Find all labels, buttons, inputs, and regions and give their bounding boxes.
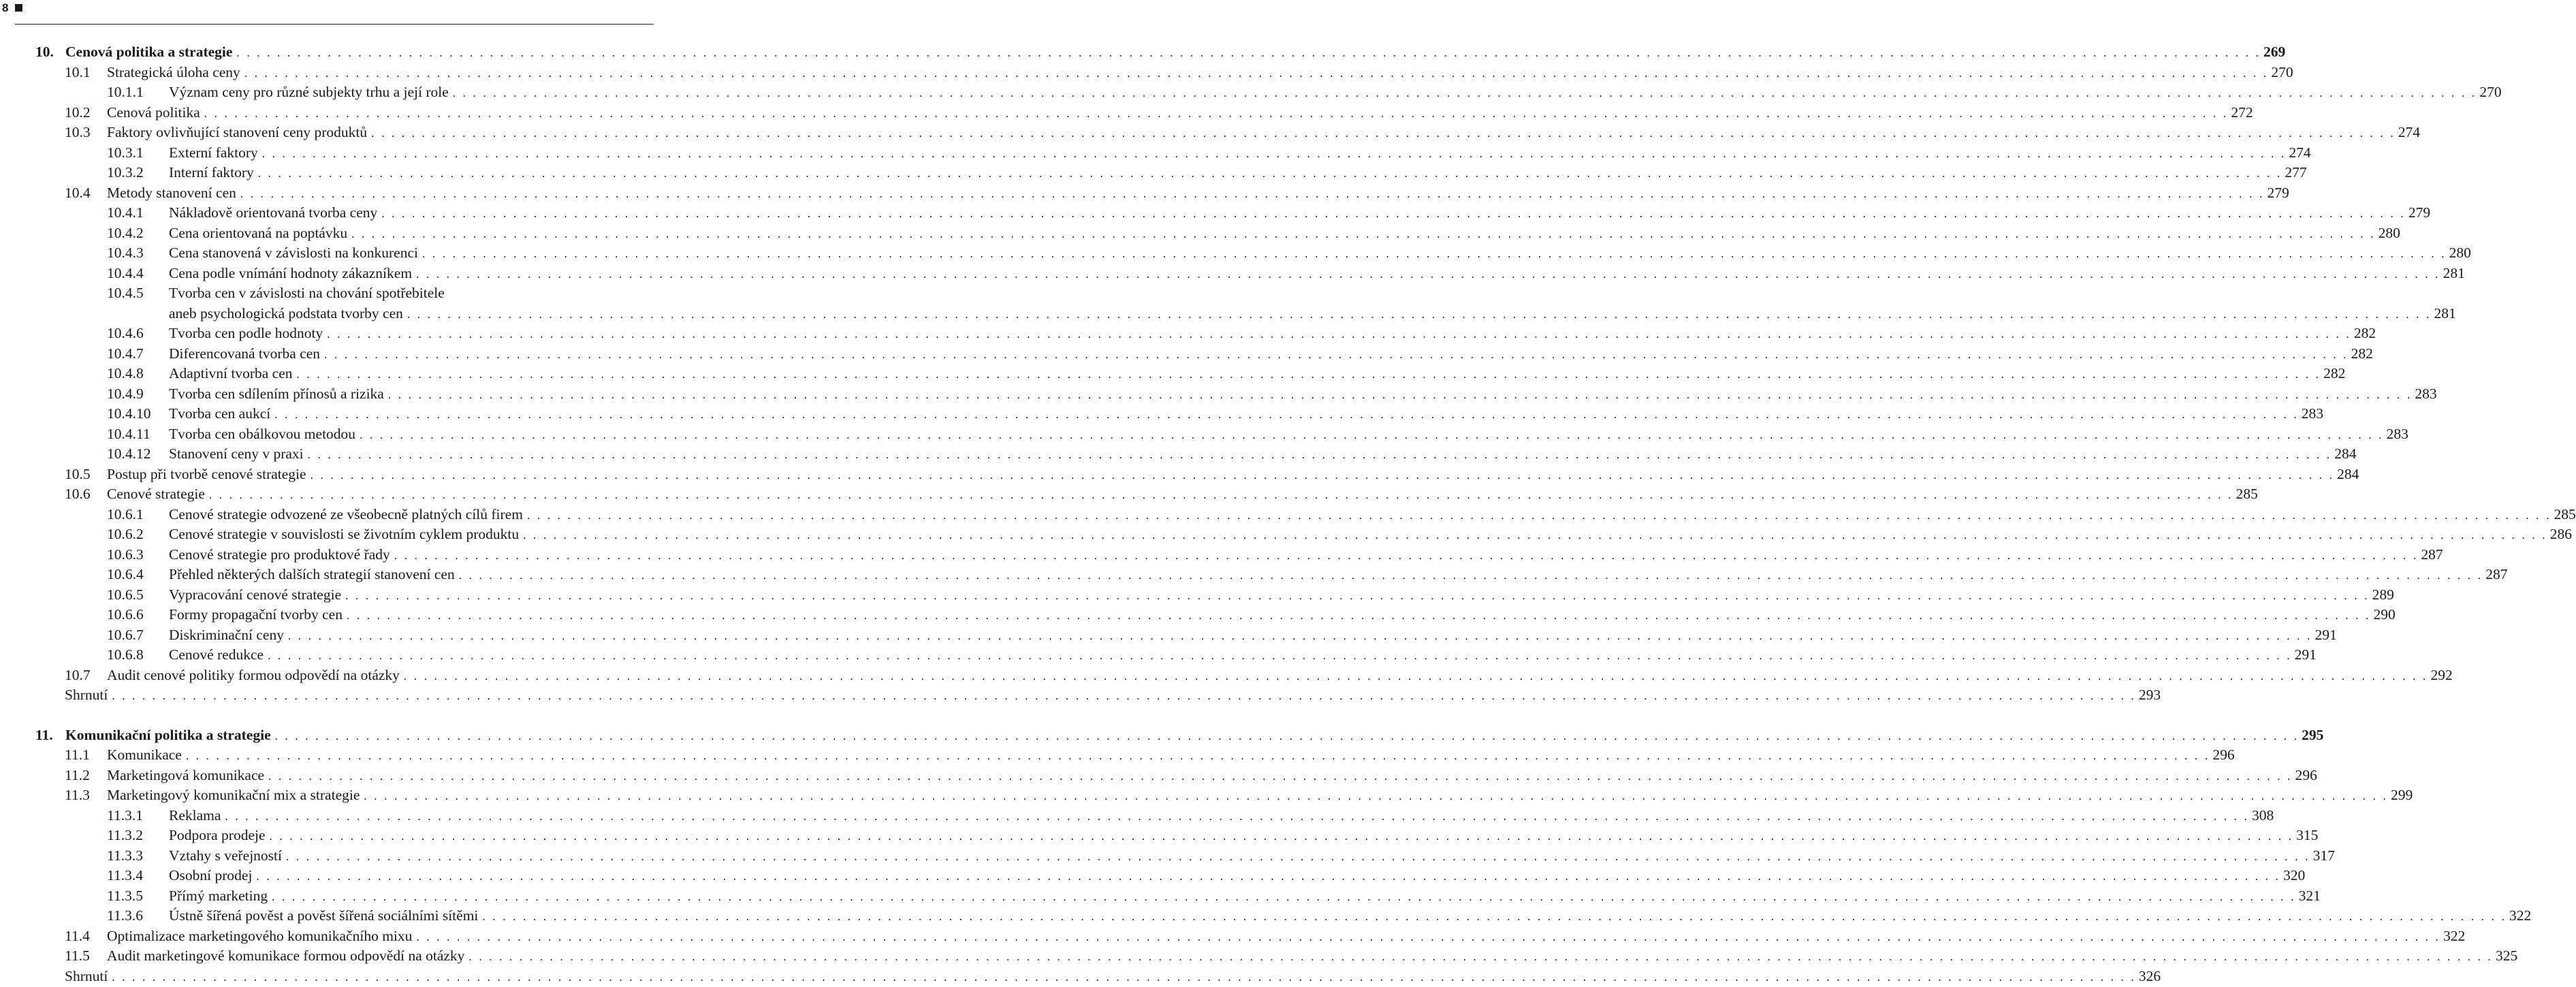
toc-entry-row[interactable] — [0, 946, 2518, 966]
toc-entry-number: 10.4.8 — [107, 365, 144, 381]
toc-entry-number: 10.4.7 — [107, 345, 144, 362]
page-number: 8 — [2, 1, 9, 14]
toc-entry-number: 11.4 — [65, 927, 90, 944]
toc-entry-row[interactable] — [0, 685, 2161, 705]
toc-entry-number: 10.4 — [65, 184, 91, 201]
toc-entry-number: 11.2 — [65, 766, 90, 783]
toc-entry-line — [107, 183, 2289, 204]
toc-entry-page: 274 — [2289, 144, 2311, 161]
toc-entry-title: Audit cenové politiky formou odpovědí na otázky — [107, 666, 400, 683]
toc-entry-row[interactable] — [0, 745, 2235, 765]
dot-leader: . . . . . . . . . . . . . . . . . . . . . . . . . . . . . . . . . . . . . . . . . . . . . . . . . . . . . . . . . . . . . . . . . . . . . . . . . . . . . . . . . . . . . . . . . . . . . . . . . . . . . . . . . . . . . . . . . . . . . . . . . . . . . . . . . . . . . . . . . . . . . . . . . . . . . . . . . . . . . . . . . . . . . . . . . . . . . . . . . . . . . . . . . . . . . . . . . . . . . . . . — [236, 46, 2261, 59]
toc-entry-number: 11.3.5 — [107, 887, 143, 904]
toc-entry-page: 281 — [2443, 264, 2465, 281]
dot-leader: . . . . . . . . . . . . . . . . . . . . . . . . . . . . . . . . . . . . . . . . . . . . . . . . . . . . . . . . . . . . . . . . . . . . . . . . . . . . . . . . . . . . . . . . . . . . . . . . . . . . . . . . . . . . . . . . . . . . . . . . . . . . . . . . . . . . . . . . . . . . . . . . . . . . . . . . . . . . . . . . . . . . . . . . . . . . . . . . . . . . . . . . . . . . . . . . . . . . . . . . — [407, 307, 2432, 321]
toc-entry-page: 322 — [2509, 907, 2532, 924]
toc-entry-page: 280 — [2449, 245, 2471, 261]
toc-entry-number: 10.4.9 — [107, 385, 144, 402]
toc-entry-page: 272 — [2231, 104, 2253, 121]
toc-entry-page: 270 — [2271, 63, 2293, 80]
dot-leader: . . . . . . . . . . . . . . . . . . . . . . . . . . . . . . . . . . . . . . . . . . . . . . . . . . . . . . . . . . . . . . . . . . . . . . . . . . . . . . . . . . . . . . . . . . . . . . . . . . . . . . . . . . . . . . . . . . . . . . . . . . . . . . . . . . . . . . . . . . . . . . . . . . . . . . . . . . . . . . . . . . . . . . . . . . . . . . . . . . . . . . . . . . . . . . . . . . . . . . . . — [261, 146, 2287, 160]
toc-entry-title: Cenové strategie odvozené ze všeobecně platných cílů firem — [169, 505, 523, 522]
dot-leader: . . . . . . . . . . . . . . . . . . . . . . . . . . . . . . . . . . . . . . . . . . . . . . . . . . . . . . . . . . . . . . . . . . . . . . . . . . . . . . . . . . . . . . . . . . . . . . . . . . . . . . . . . . . . . . . . . . . . . . . . . . . . . . . . . . . . . . . . . . . . . . . . . . . . . . . . . . . . . . . . . . . . . . . . . . . . . . . . . . . . . . . . . . . . . . . . . . . . . . . . — [381, 207, 2406, 220]
toc-entry-title: Metody stanovení cen — [107, 184, 236, 201]
toc-entry-line — [169, 645, 2317, 665]
toc-entry-title: Externí faktory — [169, 144, 258, 161]
toc-entry-page: 292 — [2430, 666, 2453, 683]
dot-leader: . . . . . . . . . . . . . . . . . . . . . . . . . . . . . . . . . . . . . . . . . . . . . . . . . . . . . . . . . . . . . . . . . . . . . . . . . . . . . . . . . . . . . . . . . . . . . . . . . . . . . . . . . . . . . . . . . . . . . . . . . . . . . . . . . . . . . . . . . . . . . . . . . . . . . . . . . . . . . . . . . . . . . . . . . . . . . . . . . . . . . . . . . . . . . . . . . . . . . . . . — [310, 468, 2335, 482]
toc-entry-page: 315 — [2296, 827, 2319, 843]
toc-entry-number: 10.4.10 — [107, 405, 151, 422]
toc-entry-title: Shrnutí — [65, 967, 108, 984]
dot-leader: . . . . . . . . . . . . . . . . . . . . . . . . . . . . . . . . . . . . . . . . . . . . . . . . . . . . . . . . . . . . . . . . . . . . . . . . . . . . . . . . . . . . . . . . . . . . . . . . . . . . . . . . . . . . . . . . . . . . . . . . . . . . . . . . . . . . . . . . . . . . . . . . . . . . . . . . . . . . . . . . . . . . . . . . . . . . . . . . . . . . . . . . . . . . . . . . . . . . . . . . — [286, 849, 2310, 863]
toc-entry-title: Přímý marketing — [169, 887, 268, 904]
toc-entry-title: Komunikace — [107, 747, 182, 763]
toc-entry-line — [65, 967, 2161, 987]
toc-entry-line — [65, 685, 2161, 706]
toc-entry-row[interactable] — [0, 63, 2293, 82]
toc-entry-line — [169, 324, 2376, 344]
dot-leader: . . . . . . . . . . . . . . . . . . . . . . . . . . . . . . . . . . . . . . . . . . . . . . . . . . . . . . . . . . . . . . . . . . . . . . . . . . . . . . . . . . . . . . . . . . . . . . . . . . . . . . . . . . . . . . . . . . . . . . . . . . . . . . . . . . . . . . . . . . . . . . . . . . . . . . . . . . . . . . . . . . . . . . . . . . . . . . . . . . . . . . . . . . . . . . . . . . . . . . . . — [244, 66, 2269, 80]
toc-entry-number: 10.6.7 — [107, 626, 144, 643]
toc-entry-row[interactable] — [0, 585, 2394, 605]
toc-entry-number: 10.6 — [65, 486, 91, 502]
toc-entry-number: 10.6.1 — [107, 505, 144, 522]
dot-leader: . . . . . . . . . . . . . . . . . . . . . . . . . . . . . . . . . . . . . . . . . . . . . . . . . . . . . . . . . . . . . . . . . . . . . . . . . . . . . . . . . . . . . . . . . . . . . . . . . . . . . . . . . . . . . . . . . . . . . . . . . . . . . . . . . . . . . . . . . . . . . . . . . . . . . . . . . . . . . . . . . . . . . . . . . . . . . . . . . . . . . . . . . . . . . . . . . . . . . . . . — [416, 930, 2440, 943]
dot-leader: . . . . . . . . . . . . . . . . . . . . . . . . . . . . . . . . . . . . . . . . . . . . . . . . . . . . . . . . . . . . . . . . . . . . . . . . . . . . . . . . . . . . . . . . . . . . . . . . . . . . . . . . . . . . . . . . . . . . . . . . . . . . . . . . . . . . . . . . . . . . . . . . . . . . . . . . . . . . . . . . . . . . . . . . . . . . . . . . . . . . . . . . . . . . . . . . . . . . . . . . — [364, 789, 2388, 802]
toc-entry-line — [169, 264, 2465, 284]
toc-entry-line — [107, 926, 2466, 947]
toc-entry-page: 317 — [2312, 847, 2335, 864]
toc-entry-number: 10.4.5 — [107, 285, 144, 301]
toc-entry-row[interactable] — [0, 645, 2317, 665]
toc-entry-page: 283 — [2301, 405, 2324, 422]
toc-entry-row[interactable] — [0, 785, 2413, 805]
toc-entry-title: Reklama — [169, 806, 221, 824]
dot-leader: . . . . . . . . . . . . . . . . . . . . . . . . . . . . . . . . . . . . . . . . . . . . . . . . . . . . . . . . . . . . . . . . . . . . . . . . . . . . . . . . . . . . . . . . . . . . . . . . . . . . . . . . . . . . . . . . . . . . . . . . . . . . . . . . . . . . . . . . . . . . . . . . . . . . . . . . . . . . . . . . . . . . . . . . . . . . . . . . . . . . . . . . . . . . . . . . . . . . . . . . — [371, 127, 2396, 140]
dot-leader: . . . . . . . . . . . . . . . . . . . . . . . . . . . . . . . . . . . . . . . . . . . . . . . . . . . . . . . . . . . . . . . . . . . . . . . . . . . . . . . . . . . . . . . . . . . . . . . . . . . . . . . . . . . . . . . . . . . . . . . . . . . . . . . . . . . . . . . . . . . . . . . . . . . . . . . . . . . . . . . . . . . . . . . . . . . . . . . . . . . . . . . . . . . . . . . . . . . . . . . . — [422, 247, 2447, 260]
dot-leader: . . . . . . . . . . . . . . . . . . . . . . . . . . . . . . . . . . . . . . . . . . . . . . . . . . . . . . . . . . . . . . . . . . . . . . . . . . . . . . . . . . . . . . . . . . . . . . . . . . . . . . . . . . . . . . . . . . . . . . . . . . . . . . . . . . . . . . . . . . . . . . . . . . . . . . . . . . . . . . . . . . . . . . . . . . . . . . . . . . . . . . . . . . . . . . . . . . . . . . . . — [268, 649, 2292, 662]
dot-leader: . . . . . . . . . . . . . . . . . . . . . . . . . . . . . . . . . . . . . . . . . . . . . . . . . . . . . . . . . . . . . . . . . . . . . . . . . . . . . . . . . . . . . . . . . . . . . . . . . . . . . . . . . . . . . . . . . . . . . . . . . . . . . . . . . . . . . . . . . . . . . . . . . . . . . . . . . . . . . . . . . . . . . . . . . . . . . . . . . . . . . . . . . . . . . . . . . . . . . . . . — [204, 106, 2229, 120]
toc-entry-line — [107, 946, 2518, 967]
header-rule — [15, 24, 654, 25]
toc-entry-number: 10.6.3 — [107, 546, 144, 563]
toc-entry-row[interactable] — [0, 906, 2532, 926]
toc-entry-title: Stanovení ceny v praxi — [169, 445, 304, 462]
toc-entry-page: 282 — [2323, 365, 2346, 381]
toc-entry-page: 285 — [2236, 486, 2258, 502]
toc-entry-number: 10.3.1 — [107, 144, 144, 161]
toc-entry-number: 10.2 — [65, 104, 91, 121]
toc-entry-title: Nákladově orientovaná tvorba ceny — [169, 204, 378, 221]
toc-entry-row[interactable] — [0, 846, 2335, 866]
toc-entry-page: 269 — [2263, 44, 2286, 60]
toc-entry-title: Postup při tvorbě cenové strategie — [107, 465, 306, 482]
toc-entry-title: Tvorba cen obálkovou metodou — [169, 425, 356, 442]
toc-entry-title: aneb psychologická podstata tvorby cen — [169, 304, 403, 322]
toc-entry-page: 325 — [2495, 947, 2518, 964]
toc-entry-page: 290 — [2373, 606, 2396, 623]
toc-entry-page: 284 — [2337, 465, 2359, 482]
toc-entry-title: Tvorba cen aukcí — [169, 405, 271, 422]
toc-chapter-row[interactable] — [0, 42, 2286, 62]
dot-leader: . . . . . . . . . . . . . . . . . . . . . . . . . . . . . . . . . . . . . . . . . . . . . . . . . . . . . . . . . . . . . . . . . . . . . . . . . . . . . . . . . . . . . . . . . . . . . . . . . . . . . . . . . . . . . . . . . . . . . . . . . . . . . . . . . . . . . . . . . . . . . . . . . . . . . . . . . . . . . . . . . . . . . . . . . . . . . . . . . . . . . . . . . . . . . . . . . . . . . . . . — [256, 870, 2280, 883]
toc-entry-number: 10.6.6 — [107, 606, 144, 623]
toc-entry-row[interactable] — [0, 625, 2337, 645]
toc-entry-line — [107, 785, 2413, 806]
dot-leader: . . . . . . . . . . . . . . . . . . . . . . . . . . . . . . . . . . . . . . . . . . . . . . . . . . . . . . . . . . . . . . . . . . . . . . . . . . . . . . . . . . . . . . . . . . . . . . . . . . . . . . . . . . . . . . . . . . . . . . . . . . . . . . . . . . . . . . . . . . . . . . . . . . . . . . . . . . . . . . . . . . . . . . . . . . . . . . . . . . . . . . . . . . . . . . . . . . . . . . . . — [346, 609, 2371, 622]
toc-entry-line — [107, 766, 2317, 786]
dot-leader: . . . . . . . . . . . . . . . . . . . . . . . . . . . . . . . . . . . . . . . . . . . . . . . . . . . . . . . . . . . . . . . . . . . . . . . . . . . . . . . . . . . . . . . . . . . . . . . . . . . . . . . . . . . . . . . . . . . . . . . . . . . . . . . . . . . . . . . . . . . . . . . . . . . . . . . . . . . . . . . . . . . . . . . . . . . . . . . . . . . . . . . . . . . . . . . . . . . . . . . . — [387, 388, 2413, 401]
toc-entry-line — [169, 524, 2572, 545]
toc-entry-number: 10.6.5 — [107, 586, 144, 603]
dot-leader: . . . . . . . . . . . . . . . . . . . . . . . . . . . . . . . . . . . . . . . . . . . . . . . . . . . . . . . . . . . . . . . . . . . . . . . . . . . . . . . . . . . . . . . . . . . . . . . . . . . . . . . . . . . . . . . . . . . . . . . . . . . . . . . . . . . . . . . . . . . . . . . . . . . . . . . . . . . . . . . . . . . . . . . . . . . . . . . . . . . . . . . . . . . . . . . . . . . . . . . . — [403, 669, 2428, 683]
toc-entry-row[interactable] — [0, 223, 2400, 243]
toc-entry-title: Ústně šířená pověst a pověst šířená sociálními sítěmi — [169, 907, 479, 924]
toc-entry-title: Adaptivní tvorba cen — [169, 365, 293, 381]
dot-leader: . . . . . . . . . . . . . . . . . . . . . . . . . . . . . . . . . . . . . . . . . . . . . . . . . . . . . . . . . . . . . . . . . . . . . . . . . . . . . . . . . . . . . . . . . . . . . . . . . . . . . . . . . . . . . . . . . . . . . . . . . . . . . . . . . . . . . . . . . . . . . . . . . . . . . . . . . . . . . . . . . . . . . . . . . . . . . . . . . . . . . . . . . . . . . . . . . . . . . . . . — [269, 830, 2294, 843]
toc-entry-row[interactable] — [0, 826, 2319, 845]
toc-entry-line — [107, 465, 2359, 485]
toc-entry-title: Komunikační politika a strategie — [65, 726, 271, 743]
toc-entry-line — [169, 605, 2396, 625]
toc-entry-page: 281 — [2434, 304, 2456, 322]
toc-entry-line — [169, 545, 2443, 565]
toc-entry-page: 321 — [2298, 887, 2321, 904]
toc-entry-number: 10.1 — [65, 63, 91, 80]
toc-entry-line — [107, 63, 2293, 83]
toc-entry-title: Cenová politika — [107, 104, 200, 121]
toc-entry-row[interactable] — [0, 665, 2453, 685]
toc-entry-title: Marketingový komunikační mix a strategie — [107, 787, 360, 803]
toc-entry-page: 299 — [2390, 787, 2413, 803]
toc-entry-number: 10.6.4 — [107, 566, 144, 582]
toc-entry-page: 279 — [2408, 204, 2431, 221]
toc-entry-title: Marketingová komunikace — [107, 766, 265, 783]
toc-entry-line — [169, 424, 2408, 445]
toc-entry-number: 10.4.12 — [107, 445, 151, 462]
toc-entry-page: 287 — [2421, 546, 2443, 563]
toc-entry-line — [169, 826, 2319, 846]
dot-leader: . . . . . . . . . . . . . . . . . . . . . . . . . . . . . . . . . . . . . . . . . . . . . . . . . . . . . . . . . . . . . . . . . . . . . . . . . . . . . . . . . . . . . . . . . . . . . . . . . . . . . . . . . . . . . . . . . . . . . . . . . . . . . . . . . . . . . . . . . . . . . . . . . . . . . . . . . . . . . . . . . . . . . . . . . . . . . . . . . . . . . . . . . . . . . . . . . . . . . . . . — [257, 167, 2283, 180]
dot-leader: . . . . . . . . . . . . . . . . . . . . . . . . . . . . . . . . . . . . . . . . . . . . . . . . . . . . . . . . . . . . . . . . . . . . . . . . . . . . . . . . . . . . . . . . . . . . . . . . . . . . . . . . . . . . . . . . . . . . . . . . . . . . . . . . . . . . . . . . . . . . . . . . . . . . . . . . . . . . . . . . . . . . . . . . . . . . . . . . . . . . . . . . . . . . . . . . . . . . . . . . — [526, 508, 2551, 522]
dot-leader: . . . . . . . . . . . . . . . . . . . . . . . . . . . . . . . . . . . . . . . . . . . . . . . . . . . . . . . . . . . . . . . . . . . . . . . . . . . . . . . . . . . . . . . . . . . . . . . . . . . . . . . . . . . . . . . . . . . . . . . . . . . . . . . . . . . . . . . . . . . . . . . . . . . . . . . . . . . . . . . . . . . . . . . . . . . . . . . . . . . . . . . . . . . . . . . . . . . . . . . . — [351, 227, 2376, 240]
toc-entry-title: Audit marketingové komunikace formou odpovědí na otázky — [107, 947, 465, 964]
toc-entry-number: 10.1.1 — [107, 84, 144, 100]
toc-entry-title: Optimalizace marketingového komunikačního mixu — [107, 927, 413, 944]
toc-entry-row[interactable] — [0, 806, 2274, 826]
toc-entry-line — [169, 143, 2311, 163]
dot-leader: . . . . . . . . . . . . . . . . . . . . . . . . . . . . . . . . . . . . . . . . . . . . . . . . . . . . . . . . . . . . . . . . . . . . . . . . . . . . . . . . . . . . . . . . . . . . . . . . . . . . . . . . . . . . . . . . . . . . . . . . . . . . . . . . . . . . . . . . . . . . . . . . . . . . . . . . . . . . . . . . . . . . . . . . . . . . . . . . . . . . . . . . . . . . . . . . . . . . . . . . — [274, 408, 2299, 421]
dot-leader: . . . . . . . . . . . . . . . . . . . . . . . . . . . . . . . . . . . . . . . . . . . . . . . . . . . . . . . . . . . . . . . . . . . . . . . . . . . . . . . . . . . . . . . . . . . . . . . . . . . . . . . . . . . . . . . . . . . . . . . . . . . . . . . . . . . . . . . . . . . . . . . . . . . . . . . . . . . . . . . . . . . . . . . . . . . . . . . . . . . . . . . . . . . . . . . . . . . . . . . . — [327, 328, 2351, 341]
toc-entry-title: Cenová politika a strategie — [65, 44, 233, 60]
toc-entry-title: Přehled některých dalších strategií stanovení cen — [169, 566, 455, 582]
toc-entry-row[interactable] — [0, 545, 2443, 565]
toc-entry-number: 11.3 — [65, 787, 90, 803]
toc-entry-page: 287 — [2485, 566, 2508, 582]
toc-entry-line — [65, 725, 2324, 746]
toc-entry-page: 308 — [2251, 806, 2274, 824]
toc-entry-line — [169, 585, 2394, 606]
toc-entry-page: 283 — [2386, 425, 2408, 442]
toc-entry-title: Tvorba cen sdílením přínosů a rizika — [169, 385, 384, 402]
toc-entry-line — [169, 886, 2321, 907]
page-header — [0, 0, 654, 25]
toc-entry-row[interactable] — [0, 243, 2471, 263]
toc-entry-row[interactable] — [0, 283, 654, 303]
dot-leader: . . . . . . . . . . . . . . . . . . . . . . . . . . . . . . . . . . . . . . . . . . . . . . . . . . . . . . . . . . . . . . . . . . . . . . . . . . . . . . . . . . . . . . . . . . . . . . . . . . . . . . . . . . . . . . . . . . . . . . . . . . . . . . . . . . . . . . . . . . . . . . . . . . . . . . . . . . . . . . . . . . . . . . . . . . . . . . . . . . . . . . . . . . . . . . . . . . . . . . . . — [112, 689, 2136, 702]
toc-entry-page: 289 — [2372, 586, 2394, 603]
square-marker-icon — [15, 4, 22, 12]
toc-entry-number: 11.5 — [65, 947, 90, 964]
toc-entry-page: 284 — [2334, 445, 2357, 462]
toc-entry-title: Formy propagační tvorby cen — [169, 606, 343, 623]
toc-entry-page: 291 — [2294, 646, 2317, 663]
toc-entry-page: 282 — [2353, 325, 2376, 341]
toc-entry-title: Vypracování cenové strategie — [169, 586, 342, 603]
toc-entry-page: 296 — [2212, 747, 2235, 763]
toc-entry-row[interactable] — [0, 524, 2572, 544]
toc-entry-row[interactable] — [0, 384, 2437, 404]
dot-leader: . . . . . . . . . . . . . . . . . . . . . . . . . . . . . . . . . . . . . . . . . . . . . . . . . . . . . . . . . . . . . . . . . . . . . . . . . . . . . . . . . . . . . . . . . . . . . . . . . . . . . . . . . . . . . . . . . . . . . . . . . . . . . . . . . . . . . . . . . . . . . . . . . . . . . . . . . . . . . . . . . . . . . . . . . . . . . . . . . . . . . . . . . . . . . . . . . . . . . . . . — [272, 890, 2296, 903]
toc-entry-row[interactable] — [0, 183, 2289, 203]
dot-leader: . . . . . . . . . . . . . . . . . . . . . . . . . . . . . . . . . . . . . . . . . . . . . . . . . . . . . . . . . . . . . . . . . . . . . . . . . . . . . . . . . . . . . . . . . . . . . . . . . . . . . . . . . . . . . . . . . . . . . . . . . . . . . . . . . . . . . . . . . . . . . . . . . . . . . . . . . . . . . . . . . . . . . . . . . . . . . . . . . . . . . . . . . . . . . . . . . . . . . . . . — [482, 910, 2507, 923]
toc-entry-page: 277 — [2285, 164, 2307, 181]
dot-leader: . . . . . . . . . . . . . . . . . . . . . . . . . . . . . . . . . . . . . . . . . . . . . . . . . . . . . . . . . . . . . . . . . . . . . . . . . . . . . . . . . . . . . . . . . . . . . . . . . . . . . . . . . . . . . . . . . . . . . . . . . . . . . . . . . . . . . . . . . . . . . . . . . . . . . . . . . . . . . . . . . . . . . . . . . . . . . . . . . . . . . . . . . . . . . . . . . . . . . . . . — [112, 970, 2136, 984]
toc-entry-line — [65, 42, 2286, 63]
toc-entry-row[interactable] — [0, 866, 2306, 886]
toc-entry-number: 10.4.11 — [107, 425, 150, 442]
toc-entry-number: 10.3.2 — [107, 164, 144, 181]
toc-entry-row[interactable] — [0, 465, 2359, 484]
dot-leader: . . . . . . . . . . . . . . . . . . . . . . . . . . . . . . . . . . . . . . . . . . . . . . . . . . . . . . . . . . . . . . . . . . . . . . . . . . . . . . . . . . . . . . . . . . . . . . . . . . . . . . . . . . . . . . . . . . . . . . . . . . . . . . . . . . . . . . . . . . . . . . . . . . . . . . . . . . . . . . . . . . . . . . . . . . . . . . . . . . . . . . . . . . . . . . . . . . . . . . . . — [225, 809, 2249, 823]
toc-chapter-row[interactable] — [0, 725, 2324, 745]
toc-entry-page: 279 — [2267, 184, 2289, 201]
toc-entry-page: 274 — [2398, 124, 2420, 140]
toc-entry-number: 10.4.4 — [107, 264, 144, 281]
toc-entry-number: 11.3.3 — [107, 847, 143, 864]
toc-entry-title: Osobní prodej — [169, 867, 253, 883]
toc-entry-line — [169, 625, 2337, 646]
toc-entry-number: 10. — [35, 44, 54, 60]
toc-entry-row[interactable] — [0, 766, 2317, 785]
toc-entry-title: Podpora prodeje — [169, 827, 266, 843]
toc-entry-title: Cenové strategie pro produktové řady — [169, 546, 390, 563]
toc-entry-line — [169, 243, 2471, 264]
toc-entry-number: 10.4.2 — [107, 224, 144, 241]
toc-entry-line — [169, 906, 2532, 926]
toc-entry-page: 282 — [2351, 345, 2373, 362]
toc-entry-row[interactable] — [0, 203, 2431, 223]
dot-leader: . . . . . . . . . . . . . . . . . . . . . . . . . . . . . . . . . . . . . . . . . . . . . . . . . . . . . . . . . . . . . . . . . . . . . . . . . . . . . . . . . . . . . . . . . . . . . . . . . . . . . . . . . . . . . . . . . . . . . . . . . . . . . . . . . . . . . . . . . . . . . . . . . . . . . . . . . . . . . . . . . . . . . . . . . . . . . . . . . . . . . . . . . . . . . . . . . . . . . . . . — [468, 950, 2493, 963]
toc-entry-line — [169, 404, 2324, 424]
dot-leader: . . . . . . . . . . . . . . . . . . . . . . . . . . . . . . . . . . . . . . . . . . . . . . . . . . . . . . . . . . . . . . . . . . . . . . . . . . . . . . . . . . . . . . . . . . . . . . . . . . . . . . . . . . . . . . . . . . . . . . . . . . . . . . . . . . . . . . . . . . . . . . . . . . . . . . . . . . . . . . . . . . . . . . . . . . . . . . . . . . . . . . . . . . . . . . . . . . . . . . . . — [296, 368, 2321, 381]
toc-entry-row[interactable] — [0, 505, 2576, 524]
toc-entry-row[interactable] — [0, 143, 2311, 163]
dot-leader: . . . . . . . . . . . . . . . . . . . . . . . . . . . . . . . . . . . . . . . . . . . . . . . . . . . . . . . . . . . . . . . . . . . . . . . . . . . . . . . . . . . . . . . . . . . . . . . . . . . . . . . . . . . . . . . . . . . . . . . . . . . . . . . . . . . . . . . . . . . . . . . . . . . . . . . . . . . . . . . . . . . . . . . . . . . . . . . . . . . . . . . . . . . . . . . . . . . . . . . . — [287, 629, 2312, 642]
toc-entry-title: Vztahy s veřejností — [169, 847, 282, 864]
toc-entry-row[interactable] — [0, 344, 2373, 364]
toc-entry-line — [169, 444, 2357, 465]
toc-entry-row[interactable] — [0, 324, 2376, 343]
toc-entry-line — [169, 364, 2346, 384]
toc-entry-title: Cenové strategie v souvislosti se životním cyklem produktu — [169, 526, 520, 542]
toc-entry-line — [169, 344, 2373, 364]
toc-entry-title: Význam ceny pro různé subjekty trhu a její role — [169, 84, 449, 100]
toc-entry-row[interactable] — [0, 926, 2466, 946]
toc-entry-number: 10.6.8 — [107, 646, 144, 663]
toc-entry-row[interactable] — [0, 484, 2258, 504]
dot-leader: . . . . . . . . . . . . . . . . . . . . . . . . . . . . . . . . . . . . . . . . . . . . . . . . . . . . . . . . . . . . . . . . . . . . . . . . . . . . . . . . . . . . . . . . . . . . . . . . . . . . . . . . . . . . . . . . . . . . . . . . . . . . . . . . . . . . . . . . . . . . . . . . . . . . . . . . . . . . . . . . . . . . . . . . . . . . . . . . . . . . . . . . . . . . . . . . . . . . . . . . — [523, 529, 2547, 542]
toc-entry-page: 286 — [2549, 526, 2572, 542]
dot-leader: . . . . . . . . . . . . . . . . . . . . . . . . . . . . . . . . . . . . . . . . . . . . . . . . . . . . . . . . . . . . . . . . . . . . . . . . . . . . . . . . . . . . . . . . . . . . . . . . . . . . . . . . . . . . . . . . . . . . . . . . . . . . . . . . . . . . . . . . . . . . . . . . . . . . . . . . . . . . . . . . . . . . . . . . . . . . . . . . . . . . . . . . . . . . . . . . . . . . . . . . — [452, 87, 2477, 99]
toc-entry-page: 322 — [2443, 927, 2466, 944]
toc-entry-line — [169, 846, 2335, 866]
toc-entry-number: 10.7 — [65, 666, 91, 683]
toc-entry-line — [169, 304, 2456, 324]
toc-entry-row[interactable] — [0, 163, 2307, 183]
toc-entry-row[interactable] — [0, 264, 2465, 283]
toc-entry-number: 10.4.1 — [107, 204, 144, 221]
toc-entry-row[interactable] — [0, 123, 2420, 142]
toc-entry-line — [107, 103, 2253, 123]
toc-entry-page: 295 — [2302, 726, 2324, 743]
toc-entry-title: Strategická úloha ceny — [107, 63, 240, 80]
toc-entry-title: Shrnutí — [65, 687, 108, 703]
toc-entry-row-continued[interactable] — [0, 304, 2456, 324]
toc-entry-page: 296 — [2295, 766, 2317, 783]
dot-leader: . . . . . . . . . . . . . . . . . . . . . . . . . . . . . . . . . . . . . . . . . . . . . . . . . . . . . . . . . . . . . . . . . . . . . . . . . . . . . . . . . . . . . . . . . . . . . . . . . . . . . . . . . . . . . . . . . . . . . . . . . . . . . . . . . . . . . . . . . . . . . . . . . . . . . . . . . . . . . . . . . . . . . . . . . . . . . . . . . . . . . . . . . . . . . . . . . . . . . . . . — [268, 769, 2293, 783]
dot-leader: . . . . . . . . . . . . . . . . . . . . . . . . . . . . . . . . . . . . . . . . . . . . . . . . . . . . . . . . . . . . . . . . . . . . . . . . . . . . . . . . . . . . . . . . . . . . . . . . . . . . . . . . . . . . . . . . . . . . . . . . . . . . . . . . . . . . . . . . . . . . . . . . . . . . . . . . . . . . . . . . . . . . . . . . . . . . . . . . . . . . . . . . . . . . . . . . . . . . . . . . — [394, 548, 2419, 562]
toc-entry-number: 11.3.2 — [107, 827, 143, 843]
toc-entry-title: Cena orientovaná na poptávku — [169, 224, 348, 241]
toc-entry-line — [107, 123, 2420, 143]
toc-entry-title: Interní faktory — [169, 164, 254, 181]
toc-entry-row[interactable] — [0, 424, 2408, 444]
toc-entry-number: 11.3.4 — [107, 867, 143, 883]
toc-entry-line — [169, 163, 2307, 183]
toc-entry-line — [169, 283, 649, 303]
toc-entry-line — [107, 484, 2258, 505]
toc-entry-number: 11.1 — [65, 747, 90, 763]
dot-leader: . . . . . . . . . . . . . . . . . . . . . . . . . . . . . . . . . . . . . . . . . . . . . . . . . . . . . . . . . . . . . . . . . . . . . . . . . . . . . . . . . . . . . . . . . . . . . . . . . . . . . . . . . . . . . . . . . . . . . . . . . . . . . . . . . . . . . . . . . . . . . . . . . . . . . . . . . . . . . . . . . . . . . . . . . . . . . . . . . . . . . . . . . . . . . . . . . . . . . . . . — [307, 448, 2332, 461]
toc-entry-row[interactable] — [0, 444, 2357, 464]
toc-entry-line — [169, 806, 2274, 826]
toc-entry-line — [169, 565, 2508, 585]
dot-leader: . . . . . . . . . . . . . . . . . . . . . . . . . . . . . . . . . . . . . . . . . . . . . . . . . . . . . . . . . . . . . . . . . . . . . . . . . . . . . . . . . . . . . . . . . . . . . . . . . . . . . . . . . . . . . . . . . . . . . . . . . . . . . . . . . . . . . . . . . . . . . . . . . . . . . . . . . . . . . . . . . . . . . . . . . . . . . . . . . . . . . . . . . . . . . . . . . . . . . . . . — [345, 589, 2370, 602]
dot-leader: . . . . . . . . . . . . . . . . . . . . . . . . . . . . . . . . . . . . . . . . . . . . . . . . . . . . . . . . . . . . . . . . . . . . . . . . . . . . . . . . . . . . . . . . . . . . . . . . . . . . . . . . . . . . . . . . . . . . . . . . . . . . . . . . . . . . . . . . . . . . . . . . . . . . . . . . . . . . . . . . . . . . . . . . . . . . . . . . . . . . . . . . . . . . . . . . . . . . . . . . — [274, 729, 2300, 742]
toc-entry-title: Diferencovaná tvorba cen — [169, 345, 321, 362]
toc-entry-title: Cenové redukce — [169, 646, 264, 663]
toc-entry-page: 280 — [2378, 224, 2400, 241]
dot-leader: . . . . . . . . . . . . . . . . . . . . . . . . . . . . . . . . . . . . . . . . . . . . . . . . . . . . . . . . . . . . . . . . . . . . . . . . . . . . . . . . . . . . . . . . . . . . . . . . . . . . . . . . . . . . . . . . . . . . . . . . . . . . . . . . . . . . . . . . . . . . . . . . . . . . . . . . . . . . . . . . . . . . . . . . . . . . . . . . . . . . . . . . . . . . . . . . . . . . . . . . — [416, 267, 2440, 281]
toc-entry-title: Tvorba cen v závislosti na chování spotřebitele — [169, 285, 445, 301]
toc-entry-number: 11.3.6 — [107, 907, 143, 924]
toc-entry-page: 326 — [2138, 967, 2161, 984]
toc-entry-number: 11.3.1 — [107, 806, 143, 824]
toc-entry-row[interactable] — [0, 565, 2508, 584]
toc-entry-line — [169, 384, 2437, 405]
toc-entry-row[interactable] — [0, 364, 2346, 383]
toc-entry-line — [169, 82, 2502, 103]
toc-entry-line — [169, 505, 2576, 525]
dot-leader: . . . . . . . . . . . . . . . . . . . . . . . . . . . . . . . . . . . . . . . . . . . . . . . . . . . . . . . . . . . . . . . . . . . . . . . . . . . . . . . . . . . . . . . . . . . . . . . . . . . . . . . . . . . . . . . . . . . . . . . . . . . . . . . . . . . . . . . . . . . . . . . . . . . . . . . . . . . . . . . . . . . . . . . . . . . . . . . . . . . . . . . . . . . . . . . . . . . . . . . . — [240, 187, 2265, 200]
toc-entry-number: 10.6.2 — [107, 526, 144, 542]
toc-entry-page: 320 — [2283, 867, 2306, 883]
toc-entry-line — [169, 223, 2400, 244]
toc-entry-page: 293 — [2138, 687, 2161, 703]
toc-entry-row[interactable] — [0, 967, 2161, 986]
toc-entry-row[interactable] — [0, 82, 2502, 102]
toc-entry-number: 10.5 — [65, 465, 91, 482]
dot-leader: . . . . . . . . . . . . . . . . . . . . . . . . . . . . . . . . . . . . . . . . . . . . . . . . . . . . . . . . . . . . . . . . . . . . . . . . . . . . . . . . . . . . . . . . . . . . . . . . . . . . . . . . . . . . . . . . . . . . . . . . . . . . . . . . . . . . . . . . . . . . . . . . . . . . . . . . . . . . . . . . . . . . . . . . . . . . . . . . . . . . . . . . . . . . . . . . . . . . . . . . — [360, 428, 2384, 441]
toc-entry-title: Diskriminační ceny — [169, 626, 284, 643]
toc-entry-row[interactable] — [0, 886, 2321, 906]
toc-entry-title: Cenové strategie — [107, 486, 205, 502]
toc-entry-line — [169, 203, 2431, 223]
toc-entry-number: 11. — [35, 726, 53, 743]
toc-entry-number: 10.4.3 — [107, 245, 144, 261]
toc-entry-line — [107, 665, 2453, 686]
toc-entry-title: Tvorba cen podle hodnoty — [169, 325, 323, 341]
toc-entry-row[interactable] — [0, 404, 2324, 424]
toc-entry-number: 10.4.6 — [107, 325, 144, 341]
dot-leader: . . . . . . . . . . . . . . . . . . . . . . . . . . . . . . . . . . . . . . . . . . . . . . . . . . . . . . . . . . . . . . . . . . . . . . . . . . . . . . . . . . . . . . . . . . . . . . . . . . . . . . . . . . . . . . . . . . . . . . . . . . . . . . . . . . . . . . . . . . . . . . . . . . . . . . . . . . . . . . . . . . . . . . . . . . . . . . . . . . . . . . . . . . . . . . . . . . . . . . . . — [458, 569, 2483, 582]
toc-entry-title: Faktory ovlivňující stanovení ceny produktů — [107, 124, 368, 140]
toc-entry-title: Cena podle vnímání hodnoty zákazníkem — [169, 264, 413, 281]
toc-entry-line — [107, 745, 2235, 766]
toc-entry-page: 270 — [2479, 84, 2502, 100]
toc-entry-line — [169, 866, 2306, 886]
toc-entry-page: 291 — [2315, 626, 2337, 643]
toc-entry-row[interactable] — [0, 605, 2396, 625]
dot-leader: . . . . . . . . . . . . . . . . . . . . . . . . . . . . . . . . . . . . . . . . . . . . . . . . . . . . . . . . . . . . . . . . . . . . . . . . . . . . . . . . . . . . . . . . . . . . . . . . . . . . . . . . . . . . . . . . . . . . . . . . . . . . . . . . . . . . . . . . . . . . . . . . . . . . . . . . . . . . . . . . . . . . . . . . . . . . . . . . . . . . . . . . . . . . . . . . . . . . . . . . — [185, 749, 2210, 762]
toc-entry-row[interactable] — [0, 103, 2253, 123]
toc-entry-number: 10.3 — [65, 124, 91, 140]
toc-entry-page: 283 — [2415, 385, 2437, 402]
dot-leader: . . . . . . . . . . . . . . . . . . . . . . . . . . . . . . . . . . . . . . . . . . . . . . . . . . . . . . . . . . . . . . . . . . . . . . . . . . . . . . . . . . . . . . . . . . . . . . . . . . . . . . . . . . . . . . . . . . . . . . . . . . . . . . . . . . . . . . . . . . . . . . . . . . . . . . . . . . . . . . . . . . . . . . . . . . . . . . . . . . . . . . . . . . . . . . . . . . . . . . . . — [208, 488, 2233, 501]
dot-leader: . . . . . . . . . . . . . . . . . . . . . . . . . . . . . . . . . . . . . . . . . . . . . . . . . . . . . . . . . . . . . . . . . . . . . . . . . . . . . . . . . . . . . . . . . . . . . . . . . . . . . . . . . . . . . . . . . . . . . . . . . . . . . . . . . . . . . . . . . . . . . . . . . . . . . . . . . . . . . . . . . . . . . . . . . . . . . . . . . . . . . . . . . . . . . . . . . . . . . . . . — [324, 347, 2349, 361]
toc-entry-title: Cena stanovená v závislosti na konkurenci — [169, 245, 418, 261]
toc-entry-page: 285 — [2554, 505, 2576, 522]
